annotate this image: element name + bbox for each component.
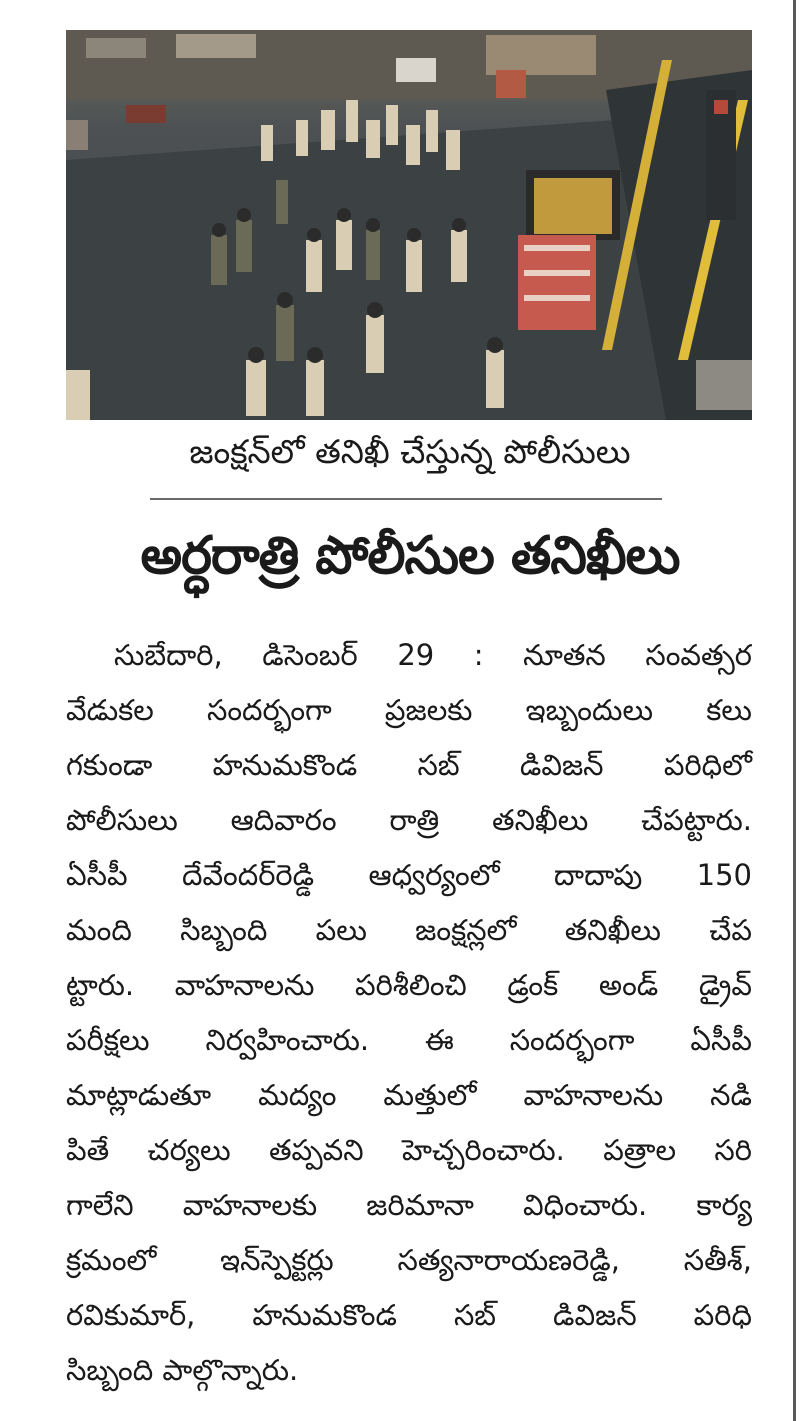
article-line: ట్టారు. వాహనాలను పరిశీలించి డ్రంక్‌ అండ్‌ డ్రైవ్‌ (66, 968, 752, 1002)
caption-divider (150, 498, 662, 500)
column-rule (793, 0, 796, 1421)
article-line: వేడుకల సందర్భంగా ప్రజలకు ఇబ్బందులు కలు (66, 693, 752, 727)
photo-caption: జంక్షన్‌లో తనిఖీ చేస్తున్న పోలీసులు (189, 432, 631, 471)
headline: అర్ధరాత్రి పోలీసుల తనిఖీలు (140, 526, 680, 586)
article-line: గకుండా హనుమకొండ సబ్‌ డివిజన్‌ పరిధిలో (66, 748, 752, 782)
news-photo (66, 30, 752, 420)
article-line: గాలేని వాహనాలకు జరిమానా విధించారు. కార్య (66, 1188, 752, 1222)
article-line: సిబ్బంది పాల్గొన్నారు. (66, 1353, 299, 1387)
article-line: పరీక్షలు నిర్వహించారు. ఈ సందర్భంగా ఏసీపీ (66, 1023, 752, 1057)
article-line: మంది సిబ్బంది పలు జంక్షన్లలో తనిఖీలు చేప (66, 913, 752, 947)
news-photo-police-checking-at-night-junction-icon (66, 30, 752, 420)
article-line: క్రమంలో ఇన్‌స్పెక్టర్లు సత్యనారాయణరెడ్డి, సతీశ్‌, (66, 1243, 752, 1277)
article-body (66, 628, 752, 1398)
article-line: ఏసీపీ దేవేందర్‌రెడ్డి ఆధ్వర్యంలో దాదాపు 150 (66, 858, 752, 892)
article-line: సుబేదారి, డిసెంబర్‌ 29 : నూతన సంవత్సర (114, 638, 752, 672)
article-line: రవికుమార్‌, హనుమకొండ సబ్‌ డివిజన్‌ పరిధి (66, 1298, 752, 1332)
article-line: మాట్లాడుతూ మద్యం మత్తులో వాహనాలను నడి (66, 1078, 752, 1112)
article-line: పోలీసులు ఆదివారం రాత్రి తనిఖీలు చేపట్టారు. (66, 803, 752, 837)
article-line: పితే చర్యలు తప్పవని హెచ్చరించారు. పత్రాల సరి (66, 1133, 752, 1167)
